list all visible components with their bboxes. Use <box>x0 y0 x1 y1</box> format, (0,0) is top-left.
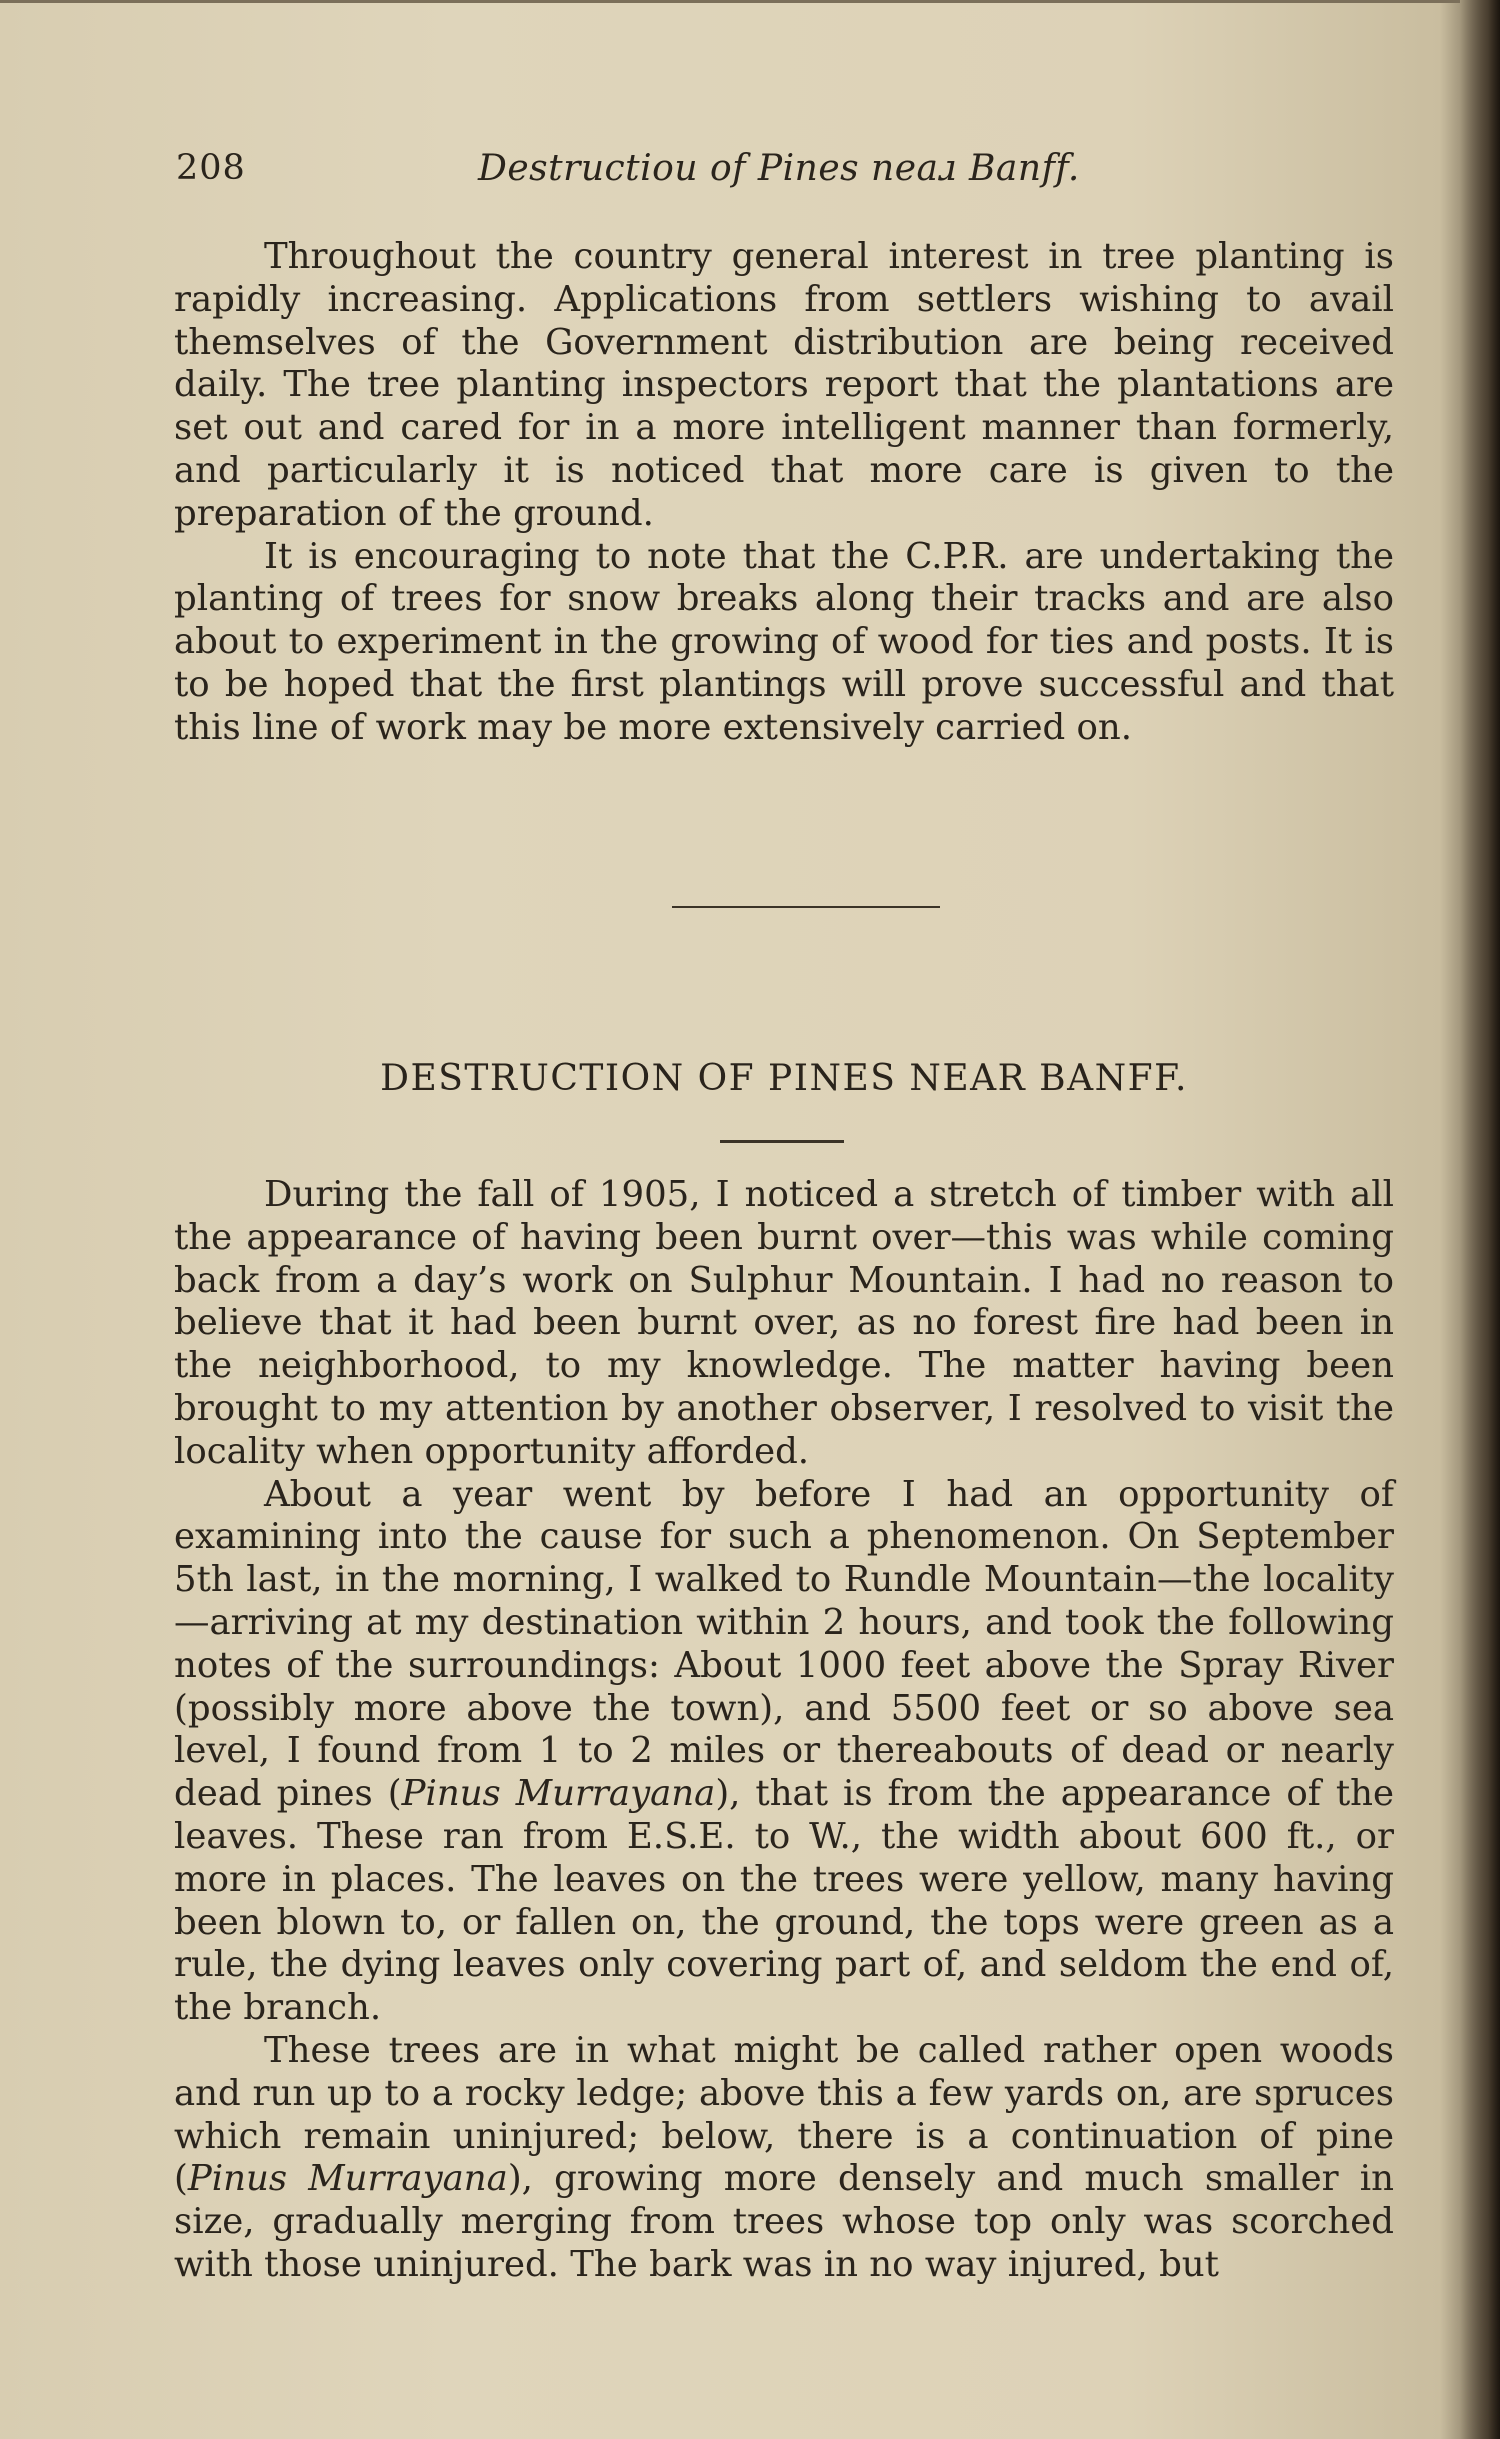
text-run: These trees are in what might be called rather open woods and run up to a rocky ledge; above this a few yards on, are spruces which remain uninjured; below, there is a continuation of pine ( <box>174 2029 1394 2200</box>
paragraph <box>174 1474 1394 2030</box>
section-destruction-of-pines <box>174 1174 1394 2287</box>
book-spine-shadow <box>1460 0 1500 2439</box>
running-head: Destructiou of Pines neaɹ Banff. <box>478 148 1080 189</box>
text-run: About a year went by before I had an opportunity of examining into the cause for such a phenomenon. On September 5th last, in the morning, I walked to Rundle Mountain—the locality—arriving at my destination within 2 hours, and took the following notes of the surroundings: About 1000 feet above the Spray River (possibly more above the town), and 5500 feet or so above sea level, I found from 1 to 2 miles or thereabouts of dead or nearly dead pines ( <box>174 1473 1394 1815</box>
section-tree-planting <box>174 236 1394 750</box>
page-top-edge <box>0 0 1460 3</box>
title-underline-rule <box>720 1140 844 1143</box>
species-name: Pinus Murrayana <box>187 2158 508 2200</box>
section-divider <box>672 906 940 908</box>
text-run: ), growing more densely and much smaller in size, gradually merging from trees whose top only was scorched with those uninjured. The bark was in no way injured, but <box>174 2158 1394 2285</box>
species-name: Pinus Murrayana <box>401 1773 716 1815</box>
article-title: DESTRUCTION OF PINES NEAR BANFF. <box>380 1058 1188 1099</box>
page-header <box>176 148 1406 198</box>
text-run: ), that is from the appearance of the leaves. These ran from E.S.E. to W., the width about 600 ft., or more in places. The leaves on the trees were yellow, many having been blown to, or fallen on, the ground, the tops were green as a rule, the dying leaves only covering part of, and seldom the end of, the branch. <box>174 1773 1394 2029</box>
paragraph: Throughout the country general interest in tree planting is rapidly increasing. Applications from settlers wishing to avail themselves of the Government distribution are being received daily. The tree planting inspectors report that the plantations are set out and cared for in a more intelligent manner than formerly, and particularly it is noticed that more care is given to the preparation of the ground. <box>174 236 1394 534</box>
paragraph: During the fall of 1905, I noticed a stretch of timber with all the appearance of having been burnt over—this was while coming back from a day’s work on Sulphur Mountain. I had no reason to believe that it had been burnt over, as no forest fire had been in the neighborhood, to my knowledge. The matter having been brought to my attention by another observer, I resolved to visit the locality when opportunity afforded. <box>174 1174 1394 1472</box>
page-number: 208 <box>176 148 246 188</box>
paragraph <box>174 2030 1394 2287</box>
paragraph: It is encouraging to note that the C.P.R. are undertaking the planting of trees for snow breaks along their tracks and are also about to experiment in the growing of wood for ties and posts. It is to be hoped that the first plantings will prove successful and that this line of work may be more extensively carried on. <box>174 535 1394 748</box>
